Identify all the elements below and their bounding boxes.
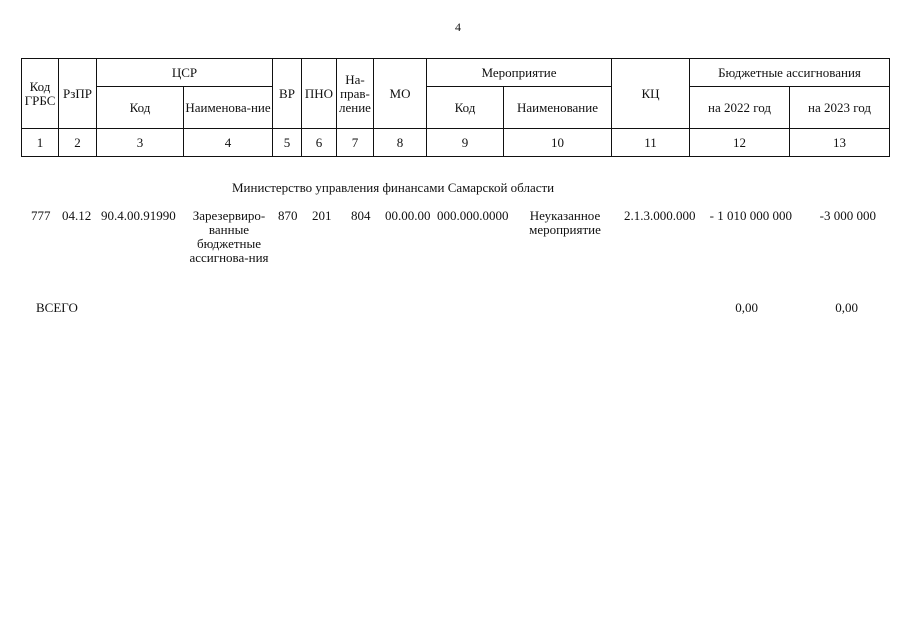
col-budget: Бюджетные ассигнования <box>690 59 890 87</box>
cell-csr-code: 90.4.00.91990 <box>101 208 176 223</box>
cell-vr: 870 <box>278 208 298 223</box>
col-mer-name: Наименование <box>504 87 612 129</box>
col-number: 6 <box>302 129 337 157</box>
total-2022: 0,00 <box>735 300 758 315</box>
col-kc: КЦ <box>612 59 690 129</box>
cell-mer-code: 000.000.0000 <box>437 208 509 223</box>
col-mo: МО <box>374 59 427 129</box>
cell-mer-name: Неуказанное мероприятие <box>529 208 601 237</box>
col-number: 9 <box>427 129 504 157</box>
cell-2023: -3 000 000 <box>819 208 876 223</box>
col-number: 11 <box>612 129 690 157</box>
col-number: 7 <box>337 129 374 157</box>
col-kod-grbs: Код ГРБС <box>22 59 59 129</box>
col-meropriyatie: Мероприятие <box>427 59 612 87</box>
total-2023: 0,00 <box>835 300 858 315</box>
col-number: 10 <box>504 129 612 157</box>
col-number: 1 <box>22 129 59 157</box>
col-number: 12 <box>690 129 790 157</box>
col-vr: ВР <box>273 59 302 129</box>
cell-2022: - 1 010 000 000 <box>709 208 792 223</box>
col-rzpr: РзПР <box>59 59 97 129</box>
col-csr-kod: Код <box>97 87 184 129</box>
col-csr-name: Наименова-ние <box>184 87 273 129</box>
col-2022: на 2022 год <box>690 87 790 129</box>
cell-kc: 2.1.3.000.000 <box>624 208 696 223</box>
col-pno: ПНО <box>302 59 337 129</box>
col-2023: на 2023 год <box>790 87 890 129</box>
cell-grbs: 777 <box>31 208 51 223</box>
col-number: 2 <box>59 129 97 157</box>
cell-csr-name: Зарезервиро-ванные бюджетные ассигнова-ния <box>189 208 269 265</box>
header-table <box>21 58 890 157</box>
cell-napr: 804 <box>351 208 371 223</box>
col-number: 13 <box>790 129 890 157</box>
cell-rzpr: 04.12 <box>62 208 92 223</box>
col-mer-kod: Код <box>427 87 504 129</box>
ministry-title: Министерство управления финансами Самарской области <box>232 180 555 195</box>
col-napravlenie: На-прав-ление <box>337 59 374 129</box>
col-csr: ЦСР <box>97 59 273 87</box>
col-number: 8 <box>374 129 427 157</box>
col-number: 4 <box>184 129 273 157</box>
total-label: ВСЕГО <box>36 300 78 315</box>
col-number: 3 <box>97 129 184 157</box>
col-number: 5 <box>273 129 302 157</box>
page-number: 4 <box>455 20 461 34</box>
cell-mo: 00.00.00 <box>385 208 431 223</box>
cell-pno: 201 <box>312 208 332 223</box>
